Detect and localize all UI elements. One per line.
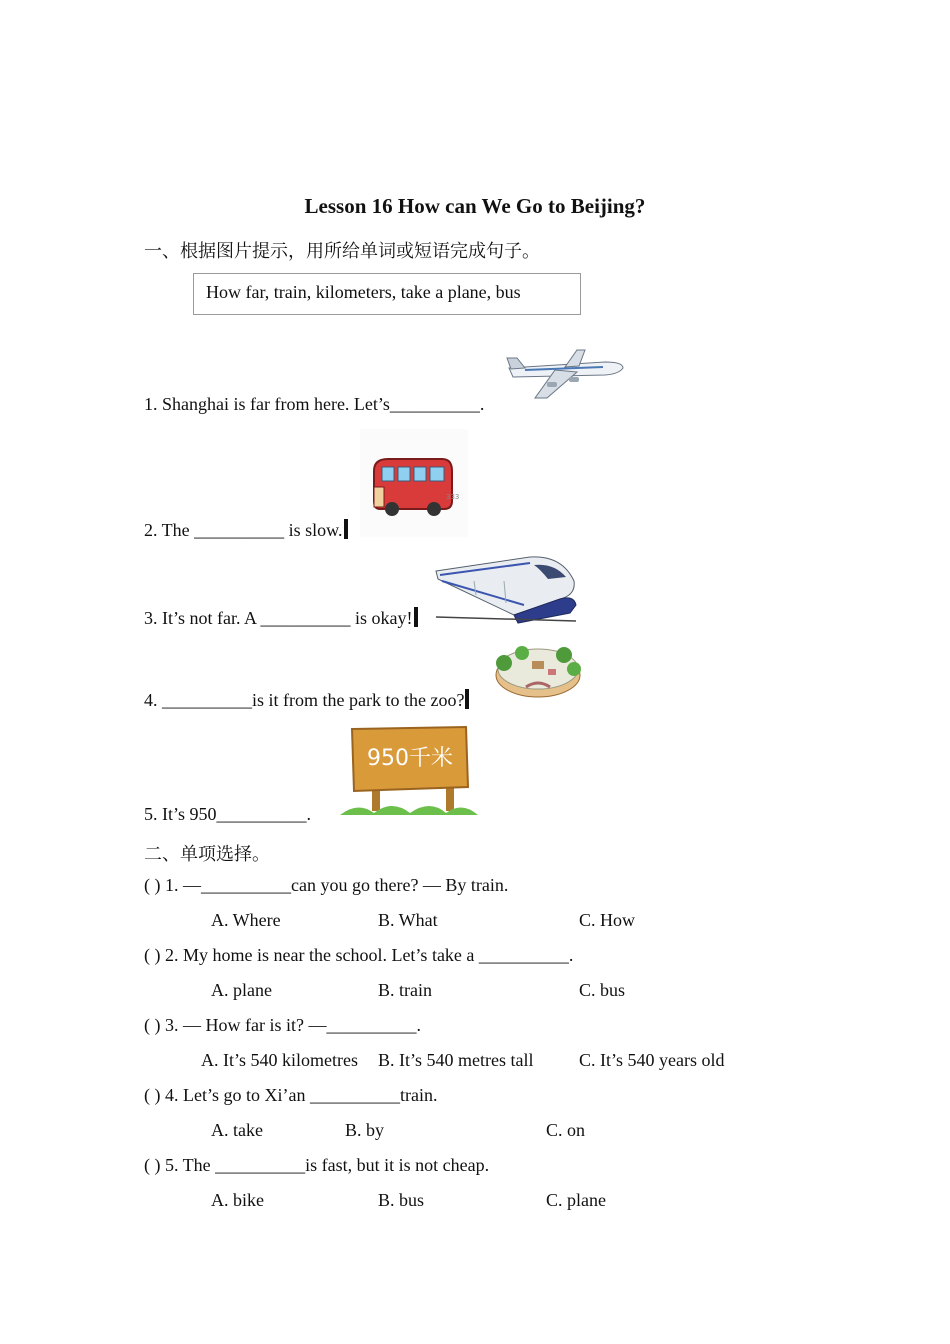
distance-sign-text: 950千米 — [367, 746, 453, 771]
part2-heading: 二、单项选择。 — [144, 844, 270, 864]
text-cursor — [344, 519, 348, 539]
question-1-option-a: A. Where — [211, 910, 281, 930]
airplane-icon — [505, 348, 627, 402]
question-4-option-a: A. take — [211, 1120, 263, 1140]
question-2-option-b: B. train — [378, 980, 432, 1000]
text-cursor — [414, 607, 418, 627]
question-3-option-c: C. It’s 540 years old — [579, 1050, 725, 1070]
zoo-park-icon — [492, 643, 584, 701]
fill-item-1: 1. Shanghai is far from here. Let’s__________. — [144, 394, 485, 414]
question-4-option-b: B. by — [345, 1120, 385, 1140]
distance-sign-icon — [338, 725, 480, 817]
question-2-option-c: C. bus — [579, 980, 626, 1000]
page-title: Lesson 16 How can We Go to Beijing? — [304, 194, 646, 218]
question-1-stem: ( ) 1. —__________can you go there? — By train. — [144, 875, 509, 895]
word-bank-box — [193, 273, 581, 315]
question-1-option-c: C. How — [579, 910, 636, 930]
bus-icon — [360, 429, 468, 537]
question-2-option-a: A. plane — [211, 980, 272, 1000]
fill-item-2: 2. The __________ is slow. — [144, 519, 348, 541]
word-bank-text: How far, train, kilometers, take a plane, bus — [206, 282, 521, 302]
question-4-option-c: C. on — [546, 1120, 586, 1140]
train-icon — [434, 551, 580, 625]
question-2-stem: ( ) 2. My home is near the school. Let’s take a __________. — [144, 945, 574, 965]
question-5-option-b: B. bus — [378, 1190, 425, 1210]
part1-heading: 一、根据图片提示，用所给单词或短语完成句子。 — [144, 241, 540, 261]
fill-item-5: 5. It’s 950__________. — [144, 804, 312, 824]
question-5-option-c: C. plane — [546, 1190, 606, 1210]
question-3-option-a: A. It’s 540 kilometres — [201, 1050, 358, 1070]
question-4-stem: ( ) 4. Let’s go to Xi’an __________train. — [144, 1085, 438, 1105]
svg-text:333: 333 — [446, 493, 460, 501]
question-3-option-b: B. It’s 540 metres tall — [378, 1050, 534, 1070]
fill-item-4: 4. __________is it from the park to the zoo? — [144, 689, 469, 711]
question-5-stem: ( ) 5. The __________is fast, but it is not cheap. — [144, 1155, 490, 1175]
question-1-option-b: B. What — [378, 910, 438, 930]
text-cursor — [465, 689, 469, 709]
question-3-stem: ( ) 3. — How far is it? —__________. — [144, 1015, 421, 1035]
question-5-option-a: A. bike — [211, 1190, 264, 1210]
fill-item-3: 3. It’s not far. A __________ is okay! — [144, 607, 418, 629]
